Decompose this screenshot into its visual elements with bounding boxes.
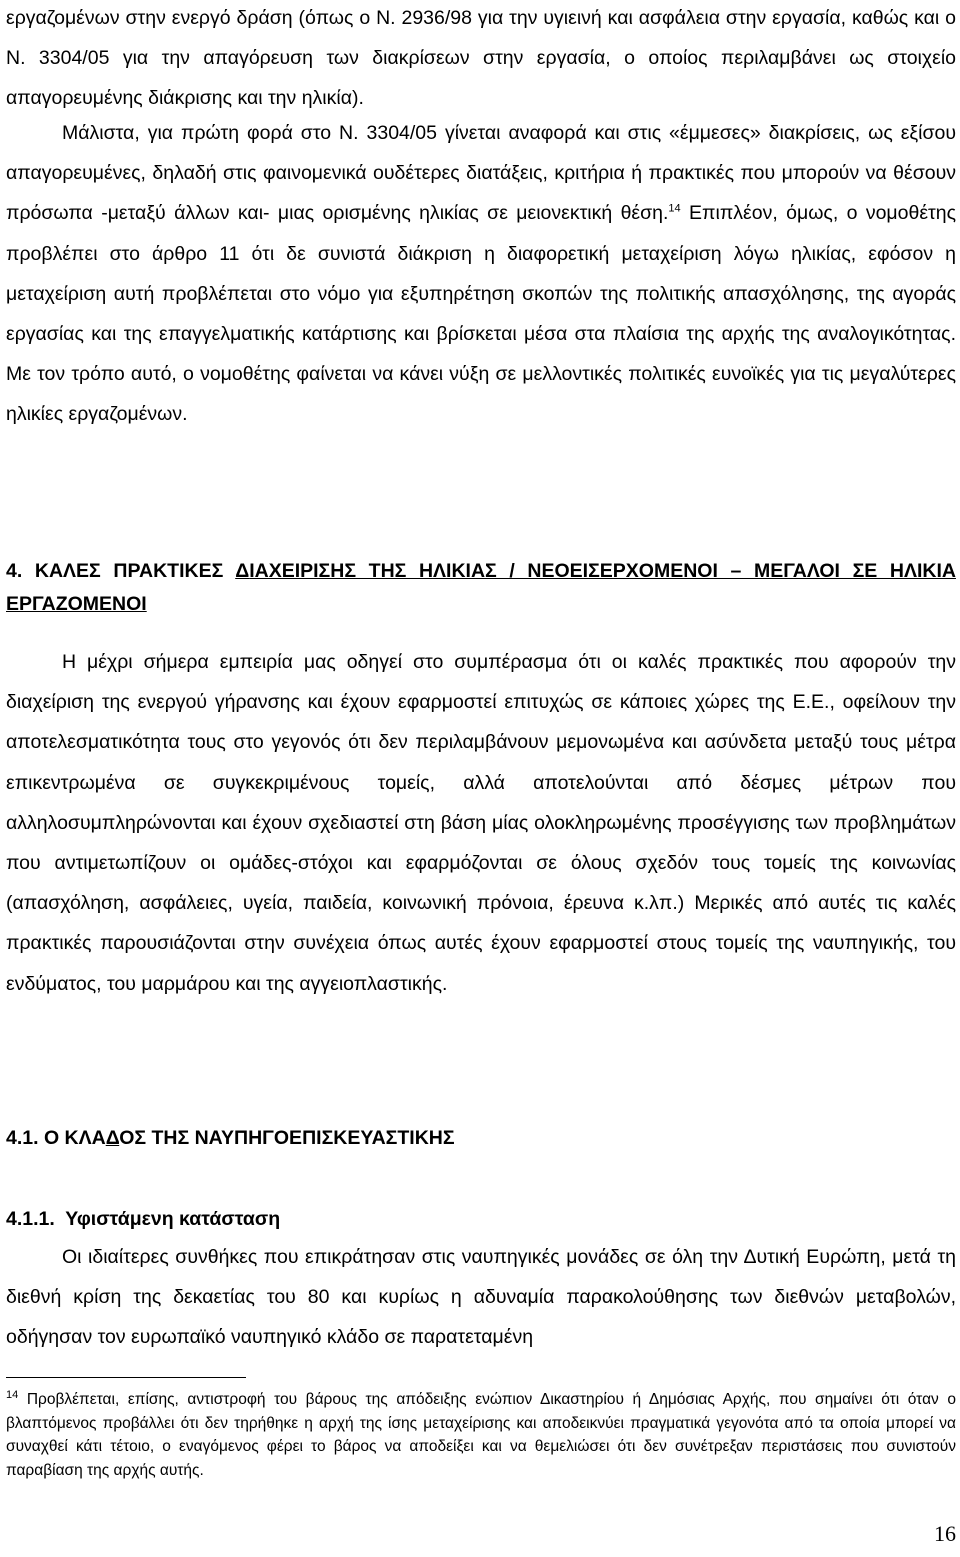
section-heading-4 <box>6 555 956 621</box>
heading-text: 4.1. Ο ΚΛΑ <box>6 1127 106 1149</box>
footnote-separator <box>6 1377 246 1378</box>
heading-text-underlined: Δ <box>105 1127 120 1149</box>
heading-text: Υφιστάμενη κατάσταση <box>65 1208 281 1230</box>
paragraph-text: Επιπλέον, όμως, ο νομοθέτης προβλέπει στο άρθρο 11 ότι δε συνιστά διάκριση η διαφορετική μεταχείριση λόγω ηλικίας, εφόσον η μεταχείριση αυτή προβλέπεται στο νόμο για εξυπηρέτηση σκοπών της πολιτικής απασχόλησης, της αγοράς εργασίας και της επαγγελματικής κατάρτισης και βρίσκεται μέσα στα πλαίσια της αρχής της αναλογικότητας. Με τον τρόπο αυτό, ο νομοθέτης φαίνεται να κάνει νύξη σε μελλοντικές πολιτικές ευνοϊκές για τις μεγαλύτερες ηλικίες εργαζομένων. <box>6 202 956 426</box>
footnote-number: 14 <box>6 1388 19 1401</box>
paragraph-legislation: εργαζομένων στην ενεργό δράση (όπως ο Ν. 2936/98 για την υγιεινή και ασφάλεια στην εργασία, καθώς και ο Ν. 3304/05 για την απαγόρευση των διακρίσεων στην εργασία, ο οποίος περιλαμβάνει ως στοιχείο απαγορευμένης διάκρισης και την ηλικία). <box>6 7 956 110</box>
paragraph-indirect-discrimination <box>6 113 956 435</box>
heading-text: 4. ΚΑΛΕΣ ΠΡΑΚΤΙΚΕΣ <box>6 560 236 582</box>
footnote <box>6 1388 956 1483</box>
heading-text: ΟΣ ΤΗΣ ΝΑΥΠΗΓΟΕΠΙΣΚΕΥΑΣΤΙΚΗΣ <box>119 1127 455 1149</box>
heading-text-underlined: ΙΑΧΕΙΡΙΣΗΣ ΤΗΣ ΗΛΙΚΙΑΣ / ΝΕΟΕΙΣΕΡΧΟΜΕΝΟΙ – ΜΕΓΑΛΟΙ ΣΕ ΗΛΙΚΙΑ ΕΡΓΑΖΟΜΕΝΟΙ <box>6 560 956 615</box>
heading-text-underlined: Δ <box>235 560 250 582</box>
footnote-text: Προβλέπεται, επίσης, αντιστροφή του βάρους της απόδειξης ενώπιον Δικαστηρίου ή Δημόσιας Αρχής, που σημαίνει ότι όταν ο βλαπτόμενος προβάλλει ότι δεν τηρήθηκε η αρχή της ίσης μεταχείρισης και αποδεικνύει πραγματικά γεγονότα από τα οποία μπορεί να συναχθεί κάτι τέτοιο, ο εναγόμενος φέρει το βάρος να αποδείξει και να θεμελιώσει ότι δεν συνέτρεξαν περιστάσεις που συνιστούν παραβίαση της αρχής αυτής. <box>6 1391 956 1480</box>
paragraph-text: Μάλιστα, για πρώτη φορά στο Ν. 3304/05 γίνεται αναφορά και στις «έμμεσες» διακρίσεις, ως εξίσου απαγορευμένες, δηλαδή στις φαινομενικά ουδέτερες διατάξεις, κριτήρια ή πρακτικές που μπορούν να θέσουν πρόσωπα -μεταξύ άλλων και- μιας ορισμένης ηλικίας σε μειονεκτική θέση. <box>6 122 956 225</box>
paragraph-good-practices: Η μέχρι σήμερα εμπειρία μας οδηγεί στο συμπέρασμα ότι οι καλές πρακτικές που αφορούν την διαχείριση της ενεργού γήρανσης και έχουν εφαρμοστεί επιτυχώς σε κάποιες χώρες της Ε.Ε., οφείλουν την αποτελεσματικότητα τους στο γεγονός ότι δεν περιλαμβάνουν μεμονωμένα και ασύνδετα μεταξύ τους μέτρα επικεντρωμένα σε συγκεκριμένους τομείς, αλλά αποτελούνται από δέσμες μέτρων που αλληλοσυμπληρώνονται και έχουν σχεδιαστεί στη βάση μίας ολοκληρωμένης προσέγγισης των προβλημάτων που αντιμετωπίζουν οι ομάδες-στόχοι και εφαρμόζονται σε όλους σχεδόν τους τομείς της κοινωνίας (απασχόληση, ασφάλειες, υγεία, παιδεία, κοινωνική πρόνοια, έρευνα κ.λπ.) Μερικές από αυτές τις καλές πρακτικές παρουσιάζονται στην συνέχεια όπως αυτές έχουν εφαρμοστεί στους τομείς της ναυπηγικής, του ενδύματος, του μαρμάρου και της αγγειοπλαστικής. <box>6 651 956 995</box>
section-heading-4-1 <box>6 1123 455 1153</box>
paragraph-shipbuilding: Οι ιδιαίτερες συνθήκες που επικράτησαν στις ναυπηγικές μονάδες σε όλη την Δυτική Ευρώπη, μετά τη διεθνή κρίση της δεκαετίας του 80 και κυρίως η αδυναμία παρακολούθησης των διεθνών μεταβολών, οδήγησαν τον ευρωπαϊκό ναυπηγικό κλάδο σε παρατεταμένη <box>6 1246 956 1349</box>
page-number: 16 <box>934 1521 956 1546</box>
section-heading-4-1-1 <box>6 1204 280 1234</box>
heading-number: 4.1.1. <box>6 1208 55 1230</box>
footnote-reference: 14 <box>668 202 681 215</box>
